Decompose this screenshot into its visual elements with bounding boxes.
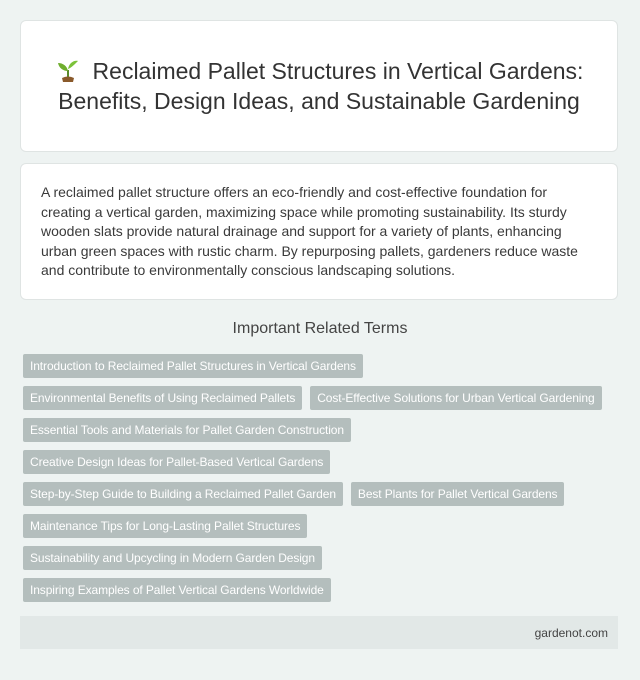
related-term-tag[interactable]: Creative Design Ideas for Pallet-Based Vertical Gardens xyxy=(23,450,330,474)
page-title-text: Reclaimed Pallet Structures in Vertical Gardens: Benefits, Design Ideas, and Sustainable Gardening xyxy=(58,58,584,114)
related-term-tag[interactable]: Essential Tools and Materials for Pallet Garden Construction xyxy=(23,418,351,442)
related-term-tag[interactable]: Step-by-Step Guide to Building a Reclaimed Pallet Garden xyxy=(23,482,343,506)
intro-card xyxy=(20,163,618,300)
related-term-tag[interactable]: Sustainability and Upcycling in Modern Garden Design xyxy=(23,546,322,570)
related-term-tag[interactable]: Cost-Effective Solutions for Urban Vertical Gardening xyxy=(310,386,601,410)
related-terms-heading: Important Related Terms xyxy=(232,320,408,337)
related-term-tag[interactable]: Maintenance Tips for Long-Lasting Pallet Structures xyxy=(23,514,307,538)
title-card xyxy=(20,20,618,152)
sprout-icon xyxy=(55,58,81,82)
page-title xyxy=(21,56,617,116)
footer-site-link[interactable]: gardenot.com xyxy=(534,625,608,640)
intro-text: A reclaimed pallet structure offers an eco-friendly and cost-effective foundation for creating a vertical garden, maximizing space while promoting sustainability. Its sturdy wooden slats provide natural drainage and support for a variety of plants, enhancing urban green spaces with rustic charm. By repurposing pallets, gardeners reduce waste and contribute to environmentally conscious landscaping solutions. xyxy=(41,184,578,278)
related-terms-list xyxy=(23,354,623,610)
related-term-tag[interactable]: Environmental Benefits of Using Reclaimed Pallets xyxy=(23,386,302,410)
related-term-tag[interactable]: Best Plants for Pallet Vertical Gardens xyxy=(351,482,565,506)
related-term-tag[interactable]: Inspiring Examples of Pallet Vertical Gardens Worldwide xyxy=(23,578,331,602)
related-term-tag[interactable]: Introduction to Reclaimed Pallet Structures in Vertical Gardens xyxy=(23,354,363,378)
footer xyxy=(20,616,618,649)
